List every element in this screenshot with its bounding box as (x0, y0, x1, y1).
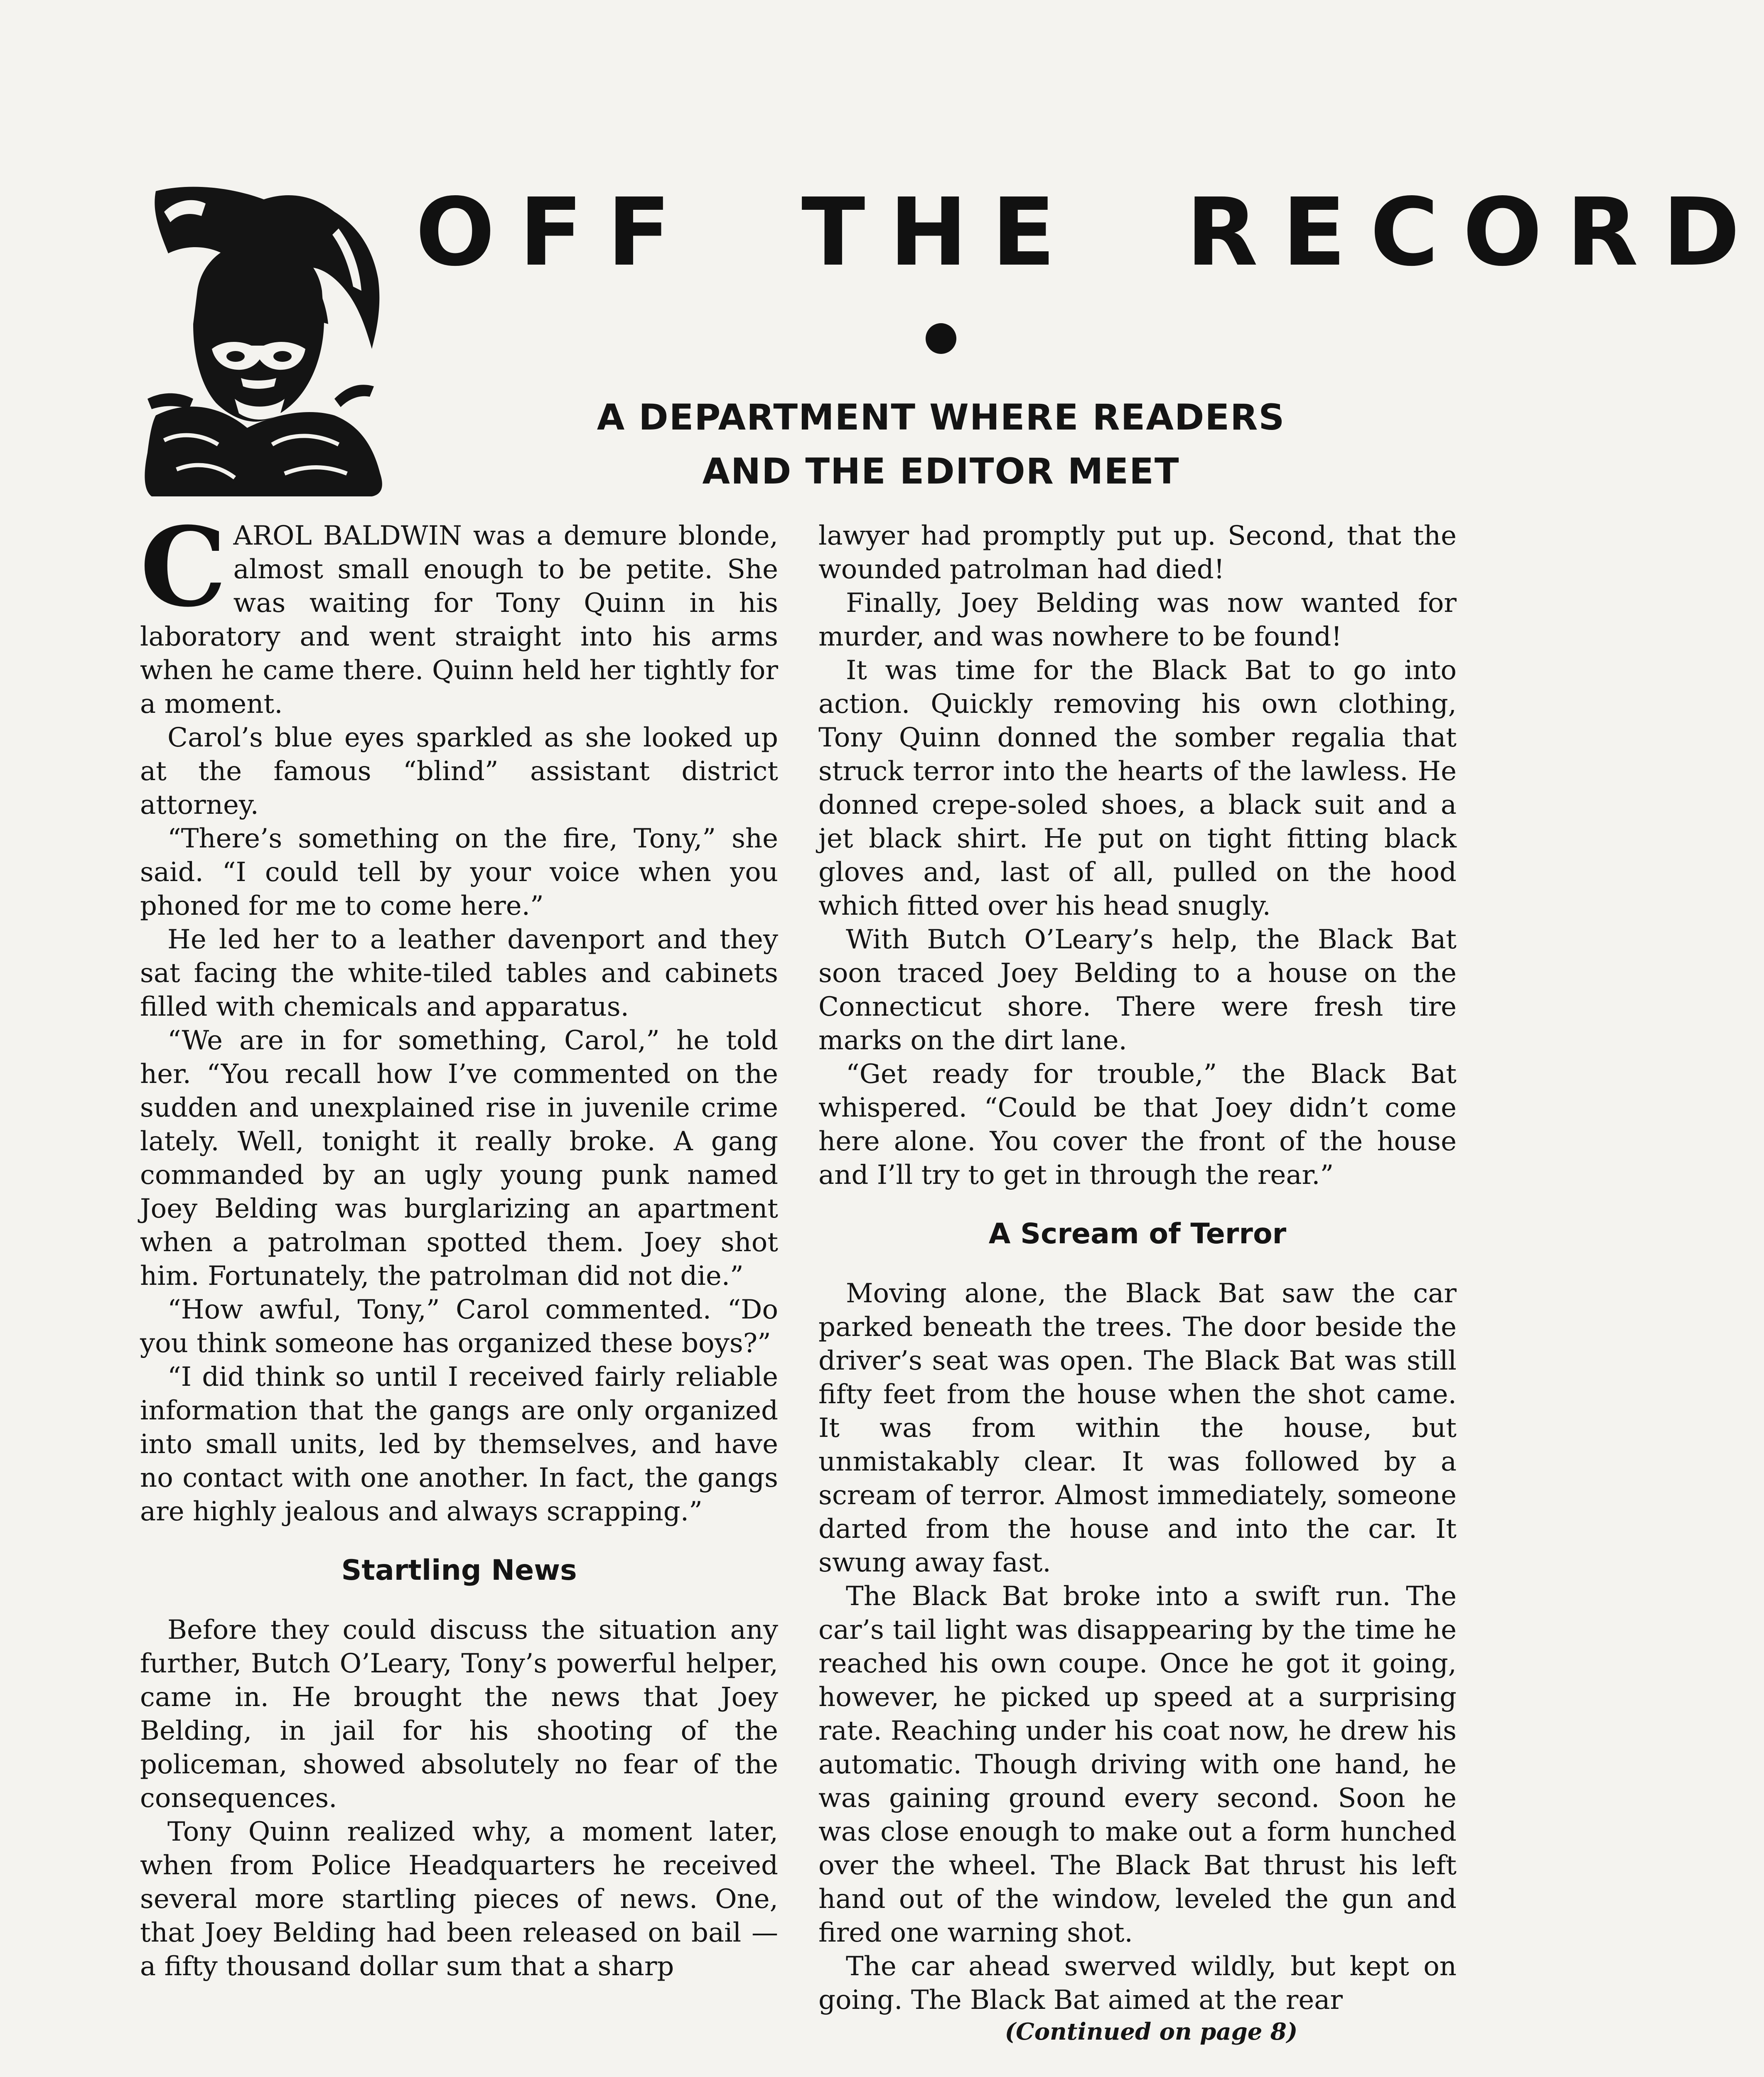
paragraph: “How awful, Tony,” Carol commented. “Do you think someone has organized these boys?” (140, 1294, 778, 1359)
paragraph: The car ahead swerved wildly, but kept on going. The Black Bat aimed at the rear (818, 1951, 1457, 2016)
paragraph: Before they could discuss the situation any further, Butch O’Leary, Tony’s powerful helper, came in. He brought the news that Joey Belding, in jail for his shooting of the policeman, showed absolutely no fear of the consequences. (140, 1615, 778, 1814)
paragraph: He led her to a leather davenport and they sat facing the white-tiled tables and cabinets filled with chemicals and apparatus. (140, 924, 778, 1022)
paragraph: lawyer had promptly put up. Second, that the wounded patrolman had died! (818, 520, 1457, 585)
subtitle-line-1: A DEPARTMENT WHERE READERS (597, 397, 1285, 438)
paragraph: Finally, Joey Belding was now wanted for murder, and was nowhere to be found! (818, 588, 1457, 652)
department-subtitle (582, 390, 1300, 498)
paragraph: “Get ready for trouble,” the Black Bat whispered. “Could be that Joey didn’t come here alone. You cover the front of the house and I’ll try to get in through the rear.” (818, 1059, 1457, 1191)
drop-cap: C (140, 503, 227, 631)
paragraph: Moving alone, the Black Bat saw the car parked beneath the trees. The door beside the driver’s seat was open. The Black Bat was still fifty feet from the house when the shot came. It was from within the house, but unmistakably clear. It was followed by a scream of terror. Almost immediately, someone darted from the house and into the car. It swung away fast. (818, 1278, 1457, 1578)
bullet-dot-icon (926, 323, 956, 354)
black-bat-illustration-icon (139, 183, 384, 498)
paragraph (140, 503, 778, 721)
section-heading-startling-news: Startling News (341, 1554, 577, 1587)
page-title: OFF THE RECORD (415, 178, 1764, 287)
paragraph: “I did think so until I received fairly reliable information that the gangs are only organized into small units, led by themselves, and have no contact with one another. In fact, the gangs are highly jealous and always scrapping.” (140, 1362, 778, 1527)
article-column-right (818, 519, 1457, 2046)
article-column-left (140, 503, 778, 1984)
paragraph: “We are in for something, Carol,” he told her. “You recall how I’ve commented on the sudden and unexplained rise in juvenile crime lately. Well, tonight it really broke. A gang commanded by an ugly young punk named Joey Belding was burglarizing an apartment when a patrolman spotted them. Joey shot him. Fortunately, the patrolman did not die.” (140, 1025, 778, 1291)
subtitle-line-2: AND THE EDITOR MEET (702, 451, 1180, 492)
section-heading-scream-of-terror: A Scream of Terror (988, 1218, 1287, 1250)
continued-note: (Continued on page 8) (1005, 2018, 1298, 2045)
paragraph: “There’s something on the fire, Tony,” she said. “I could tell by your voice when you phoned for me to come here.” (140, 823, 778, 921)
paragraph-text: AROL BALDWIN was a demure blonde, almost small enough to be petite. She was waiting for Tony Quinn in his laboratory and went straight into his arms when he came there. Quinn held her tightly for a moment. (140, 520, 778, 719)
paragraph: With Butch O’Leary’s help, the Black Bat soon traced Joey Belding to a house on the Connecticut shore. There were fresh tire marks on the dirt lane. (818, 924, 1457, 1056)
paragraph: It was time for the Black Bat to go into action. Quickly removing his own clothing, Tony Quinn donned the somber regalia that struck terror into the hearts of the lawless. He donned crepe-soled shoes, a black suit and a jet black shirt. He put on tight fitting black gloves and, last of all, pulled on the hood which fitted over his head snugly. (818, 655, 1457, 921)
paragraph: Carol’s blue eyes sparkled as she looked up at the famous “blind” assistant district attorney. (140, 722, 778, 820)
paragraph: Tony Quinn realized why, a moment later, when from Police Headquarters he received several more startling pieces of news. One, that Joey Belding had been released on bail —a fifty thousand dollar sum that a sharp (140, 1817, 778, 1982)
paragraph: The Black Bat broke into a swift run. The car’s tail light was disappearing by the time he reached his own coupe. Once he got it going, however, he picked up speed at a surprising rate. Reaching under his coat now, he drew his automatic. Though driving with one hand, he was gaining ground every second. Soon he was close enough to make out a form hunched over the wheel. The Black Bat thrust his left hand out of the window, leveled the gun and fired one warning shot. (818, 1581, 1457, 1948)
